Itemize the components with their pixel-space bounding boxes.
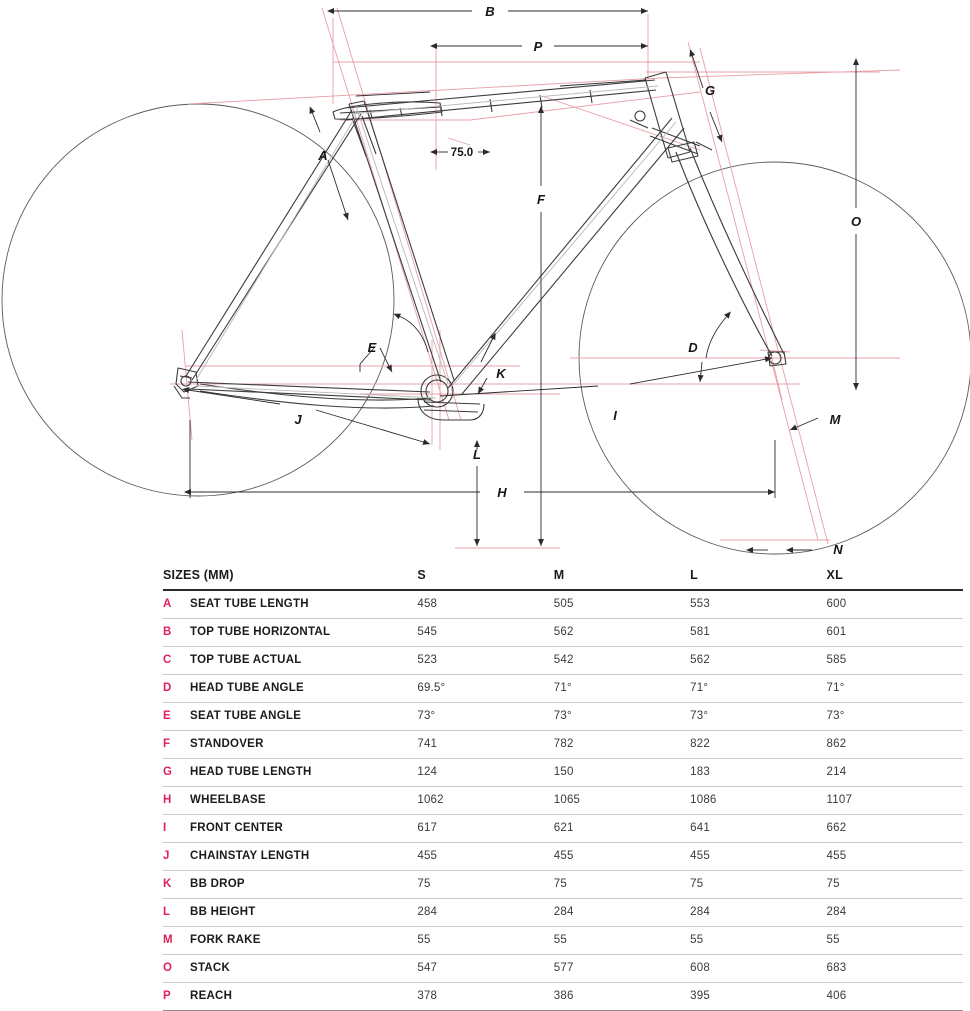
- row-label: SEAT TUBE ANGLE: [190, 710, 302, 722]
- cell-s: 545: [417, 626, 438, 638]
- cell-l: 284: [690, 906, 710, 918]
- cell-m: 577: [553, 962, 574, 974]
- cell-l: 71°: [690, 682, 709, 694]
- dimension-label-d: D: [688, 340, 698, 355]
- table-row: [163, 703, 963, 731]
- cell-m: 386: [553, 990, 574, 1002]
- cell-m: 542: [553, 654, 574, 666]
- dimension-label-b: B: [485, 4, 495, 19]
- cell-xl: 73°: [826, 710, 845, 722]
- cell-l: 581: [690, 626, 710, 638]
- dimension-h: [190, 420, 775, 498]
- column-header-m: M: [553, 568, 565, 582]
- row-key-p: P: [163, 990, 171, 1002]
- dimension-label-i: I: [613, 408, 617, 423]
- row-label: BB HEIGHT: [190, 906, 256, 918]
- row-key-i: I: [163, 822, 167, 834]
- row-key-b: B: [163, 626, 172, 638]
- table-row: [163, 787, 963, 815]
- cell-s: 741: [417, 738, 438, 750]
- geometry-table-container: [163, 562, 963, 1011]
- row-key-g: G: [163, 766, 173, 778]
- cell-xl: 601: [826, 626, 847, 638]
- cell-xl: 662: [826, 822, 847, 834]
- cell-l: 608: [690, 962, 710, 974]
- row-key-o: O: [163, 962, 173, 974]
- table-header-row: [163, 562, 963, 590]
- table-row: [163, 647, 963, 675]
- cell-m: 455: [553, 850, 574, 862]
- row-label: WHEELBASE: [190, 794, 266, 806]
- cell-l: 395: [690, 990, 710, 1002]
- cell-l: 75: [690, 878, 704, 890]
- cell-l: 822: [690, 738, 710, 750]
- cell-s: 547: [417, 962, 438, 974]
- dimension-d: [700, 316, 727, 382]
- dimension-g: [692, 55, 722, 142]
- table-title: SIZES (MM): [163, 568, 234, 582]
- table-row: [163, 899, 963, 927]
- cell-m: 75: [553, 878, 567, 890]
- row-label: HEAD TUBE LENGTH: [190, 766, 312, 778]
- row-key-l: L: [163, 906, 171, 918]
- row-label: TOP TUBE ACTUAL: [190, 654, 302, 666]
- dimension-label-a: A: [318, 148, 328, 163]
- cell-s: 284: [417, 906, 438, 918]
- cell-xl: 455: [826, 850, 847, 862]
- dimension-label-o: O: [850, 214, 862, 229]
- dimension-label-m: M: [829, 412, 841, 427]
- cell-s: 73°: [417, 710, 436, 722]
- row-label: FORK RAKE: [190, 934, 261, 946]
- cell-m: 150: [553, 766, 574, 778]
- cell-m: 621: [553, 822, 574, 834]
- cell-m: 1065: [553, 794, 581, 806]
- table-row: [163, 983, 963, 1011]
- row-key-c: C: [163, 654, 172, 666]
- row-label: SEAT TUBE LENGTH: [190, 598, 309, 610]
- table-head: [163, 562, 963, 590]
- cell-xl: 71°: [826, 682, 845, 694]
- row-label: FRONT CENTER: [190, 822, 284, 834]
- row-key-e: E: [163, 710, 171, 722]
- row-key-f: F: [163, 738, 171, 750]
- rear-wheel-circle: [2, 104, 394, 496]
- dimension-label-l: L: [473, 447, 481, 462]
- cell-xl: 600: [826, 598, 847, 610]
- cell-xl: 683: [826, 962, 847, 974]
- dimension-label-h: H: [497, 485, 507, 500]
- dimension-m: [790, 418, 818, 430]
- cell-l: 55: [690, 934, 704, 946]
- dimension-label-k: K: [496, 366, 506, 381]
- cell-s: 75: [417, 878, 431, 890]
- cell-m: 782: [553, 738, 574, 750]
- row-label: CHAINSTAY LENGTH: [190, 850, 310, 862]
- row-label: STACK: [190, 962, 231, 974]
- row-key-a: A: [163, 598, 172, 610]
- dimension-label-g: G: [704, 83, 716, 98]
- table-row: [163, 843, 963, 871]
- cell-m: 73°: [553, 710, 572, 722]
- bicycle-frame-outline: [174, 72, 786, 420]
- cell-m: 284: [553, 906, 574, 918]
- cell-s: 458: [417, 598, 438, 610]
- cell-xl: 284: [826, 906, 847, 918]
- table-row: [163, 590, 963, 619]
- row-label: BB DROP: [190, 878, 245, 890]
- row-key-h: H: [163, 794, 172, 806]
- table-row: [163, 955, 963, 983]
- table-row: [163, 871, 963, 899]
- cell-s: 1062: [417, 794, 444, 806]
- cell-l: 455: [690, 850, 710, 862]
- column-header-l: L: [690, 568, 698, 582]
- cell-l: 183: [690, 766, 710, 778]
- table-body: [163, 590, 963, 1011]
- row-label: HEAD TUBE ANGLE: [190, 682, 304, 694]
- dimension-i: [440, 358, 772, 396]
- dimension-label-f: F: [537, 192, 545, 207]
- column-header-xl: XL: [826, 568, 843, 582]
- dimension-label-j: J: [294, 412, 302, 427]
- cell-m: 562: [553, 626, 574, 638]
- row-label: TOP TUBE HORIZONTAL: [190, 626, 331, 638]
- cell-l: 553: [690, 598, 710, 610]
- table-row: [163, 731, 963, 759]
- cell-xl: 406: [826, 990, 847, 1002]
- cell-s: 523: [417, 654, 438, 666]
- table-row: [163, 759, 963, 787]
- row-label: STANDOVER: [190, 738, 264, 750]
- wheel-circles: [2, 104, 970, 554]
- cell-m: 505: [553, 598, 574, 610]
- cell-s: 455: [417, 850, 438, 862]
- row-key-d: D: [163, 682, 172, 694]
- cell-xl: 1107: [826, 794, 853, 806]
- row-key-j: J: [163, 850, 170, 862]
- cell-xl: 585: [826, 654, 847, 666]
- row-key-k: K: [163, 878, 172, 890]
- row-label: REACH: [190, 990, 233, 1002]
- cell-s: 617: [417, 822, 438, 834]
- cell-l: 1086: [690, 794, 717, 806]
- cell-xl: 55: [826, 934, 840, 946]
- table-row: [163, 815, 963, 843]
- construction-lines: [170, 8, 900, 548]
- cell-xl: 75: [826, 878, 840, 890]
- cell-l: 562: [690, 654, 710, 666]
- cell-s: 69.5°: [417, 682, 446, 694]
- geometry-table: [163, 562, 963, 1011]
- cell-m: 55: [553, 934, 567, 946]
- row-key-m: M: [163, 934, 173, 946]
- dimension-label-p: P: [533, 39, 543, 54]
- dimension-label-n: N: [833, 542, 843, 557]
- table-row: [163, 675, 963, 703]
- dimension-label-e: E: [367, 340, 377, 355]
- cell-s: 378: [417, 990, 438, 1002]
- table-row: [163, 619, 963, 647]
- cell-s: 124: [417, 766, 438, 778]
- table-row: [163, 927, 963, 955]
- dimension-value-bb-drop: 75.0: [450, 147, 474, 159]
- cell-xl: 214: [826, 766, 847, 778]
- cell-l: 641: [690, 822, 710, 834]
- cell-l: 73°: [690, 710, 709, 722]
- cell-xl: 862: [826, 738, 847, 750]
- cell-s: 55: [417, 934, 431, 946]
- column-header-s: S: [417, 568, 426, 582]
- cell-m: 71°: [553, 682, 572, 694]
